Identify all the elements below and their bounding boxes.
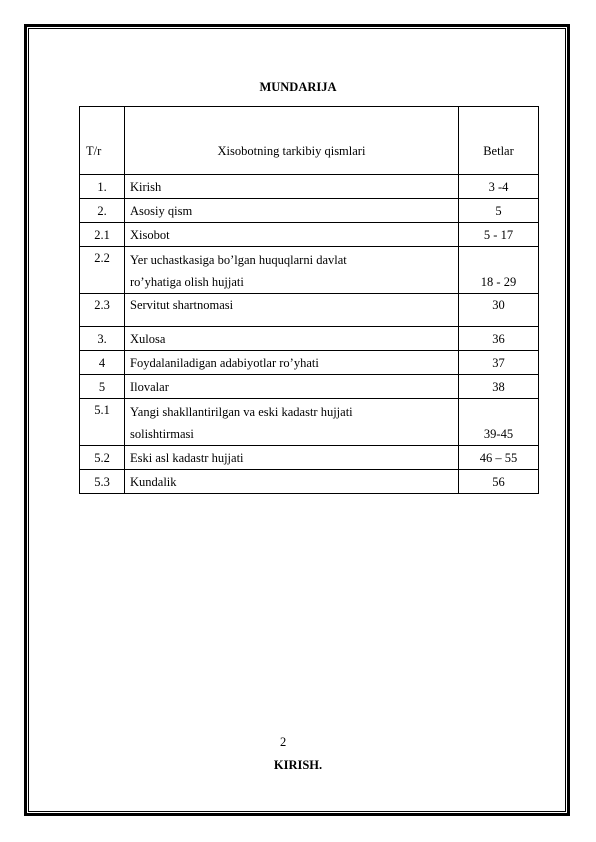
toc-row-pages: 36 xyxy=(459,327,539,351)
toc-row-title: Kundalik xyxy=(125,470,459,494)
toc-row-pages: 3 -4 xyxy=(459,175,539,199)
toc-row-title: Foydalaniladigan adabiyotlar ro’yhati xyxy=(125,351,459,375)
toc-header-title: Xisobotning tarkibiy qismlari xyxy=(125,107,459,175)
toc-header-pages: Betlar xyxy=(459,107,539,175)
toc-row-num: 2. xyxy=(80,199,125,223)
toc-row-title: Servitut shartnomasi xyxy=(125,294,459,327)
toc-row-num: 4 xyxy=(80,351,125,375)
table-row xyxy=(80,199,539,223)
table-row xyxy=(80,223,539,247)
toc-row-title-line: Yangi shakllantirilgan va eski kadastr hujjati xyxy=(130,405,353,419)
table-row xyxy=(80,327,539,351)
toc-row-title-line: ro’yhatiga olish hujjati xyxy=(130,275,244,289)
toc-row-title xyxy=(125,247,459,294)
page-title: MUNDARIJA xyxy=(259,80,337,94)
toc-row-pages: 5 xyxy=(459,199,539,223)
toc-row-title xyxy=(125,399,459,446)
toc-row-num: 2.1 xyxy=(80,223,125,247)
toc-row-title: Eski asl kadastr hujjati xyxy=(125,446,459,470)
toc-row-pages: 56 xyxy=(459,470,539,494)
toc-row-title: Ilovalar xyxy=(125,375,459,399)
toc-row-title: Xulosa xyxy=(125,327,459,351)
table-row xyxy=(80,470,539,494)
toc-row-num: 5.2 xyxy=(80,446,125,470)
toc-row-title: Kirish xyxy=(125,175,459,199)
table-row xyxy=(80,247,539,294)
toc-row-num: 2.2 xyxy=(80,247,125,294)
toc-row-title: Asosiy qism xyxy=(125,199,459,223)
toc-row-pages: 37 xyxy=(459,351,539,375)
toc-row-title: Xisobot xyxy=(125,223,459,247)
toc-header-num: T/r xyxy=(80,107,125,175)
table-row xyxy=(80,375,539,399)
table-of-contents xyxy=(79,106,539,494)
toc-row-num: 5.1 xyxy=(80,399,125,446)
toc-row-pages: 5 - 17 xyxy=(459,223,539,247)
table-row xyxy=(80,175,539,199)
table-row xyxy=(80,399,539,446)
table-row xyxy=(80,294,539,327)
toc-row-pages: 30 xyxy=(459,294,539,327)
toc-row-num: 2.3 xyxy=(80,294,125,327)
table-row xyxy=(80,446,539,470)
section-heading-kirish: KIRISH. xyxy=(273,758,323,772)
table-row xyxy=(80,351,539,375)
toc-row-pages: 18 - 29 xyxy=(459,247,539,294)
toc-row-title-line: solishtirmasi xyxy=(130,427,194,441)
page-number: 2 xyxy=(280,735,287,749)
toc-row-title-line: Yer uchastkasiga bo’lgan huquqlarni davlat xyxy=(130,253,347,267)
toc-row-num: 3. xyxy=(80,327,125,351)
toc-row-pages: 38 xyxy=(459,375,539,399)
toc-row-pages: 46 – 55 xyxy=(459,446,539,470)
toc-row-num: 5 xyxy=(80,375,125,399)
toc-row-num: 1. xyxy=(80,175,125,199)
toc-row-num: 5.3 xyxy=(80,470,125,494)
toc-row-pages: 39-45 xyxy=(459,399,539,446)
toc-header-row xyxy=(80,107,539,175)
